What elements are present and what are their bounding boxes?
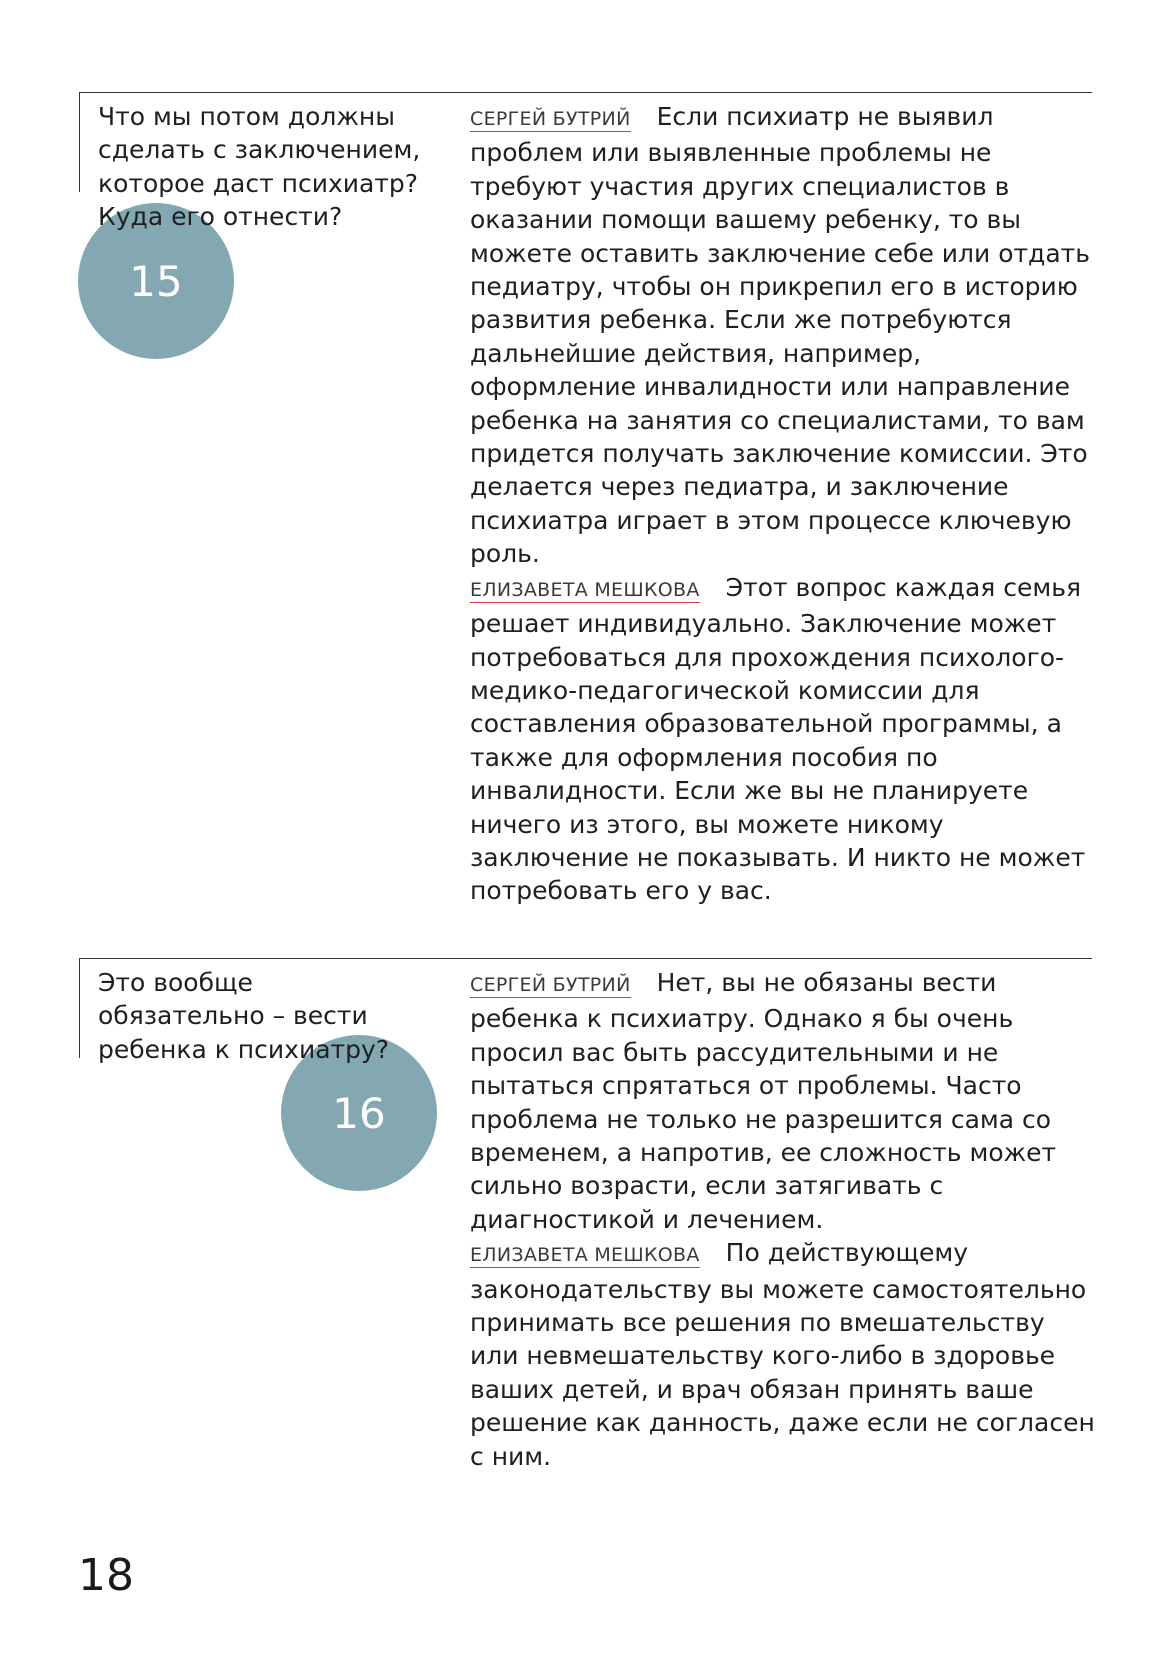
question-text-16: Это вообще обязательно – вести ребенка к психиатру? xyxy=(98,968,390,1064)
answer-text: Если психиатр не выявил проблем или выявленные проблемы не требуют участия других специалистов в оказании помощи вашему ребенку, то вы можете оставить заключение себе или отдать педиатру, чтобы он прикрепил его в историю развития ребенка. Если же потребуются дальнейшие действия, например, оформление инвалидности или направление ребенка на занятия со специалистами, то вам придется получать заключение комиссии. Это делается через педиатра, и заключение психиатра играет в этом процессе ключевую роль. xyxy=(470,102,1090,569)
author-name: СЕРГЕЙ БУТРИЙ xyxy=(470,108,631,130)
answers-16 xyxy=(470,966,1095,1473)
answer-text: По действующему законодательству вы можете самостоятельно принимать все решения по вмешательству или невмешательству кого-либо в здоровье ваших детей, и врач обязан принять ваше решение как данность, даже если не согласен с ним. xyxy=(470,1238,1095,1471)
answer-paragraph xyxy=(470,571,1095,908)
answer-paragraph xyxy=(470,966,1095,1236)
author-name: ЕЛИЗАВЕТА МЕШКОВА xyxy=(470,578,700,601)
answer-paragraph xyxy=(470,1236,1095,1473)
answer-text: Нет, вы не обязаны вести ребенка к психиатру. Однако я бы очень просил вас быть рассудительными и не пытаться спрятаться от проблемы. Часто проблема не только не разрешится сама со временем, а напротив, ее сложность может сильно возрасти, если затягивать с диагностикой и лечением. xyxy=(470,968,1057,1234)
question-bracket-16 xyxy=(79,958,80,1058)
author-name: СЕРГЕЙ БУТРИЙ xyxy=(470,974,631,996)
page-number: 18 xyxy=(78,1550,134,1601)
question-number-15: 15 xyxy=(129,256,183,306)
question-bracket-15 xyxy=(79,92,80,192)
answer-text: Этот вопрос каждая семья решает индивидуально. Заключение может потребоваться для прохождения психолого-медико-педагогической комиссии для составления образовательной программы, а также для оформления пособия по инвалидности. Если же вы не планируете ничего из этого, вы можете никому заключение не показывать. И никто не может потребовать его у вас. xyxy=(470,572,1086,906)
answers-15 xyxy=(470,100,1095,908)
question-text-15: Что мы потом должны сделать с заключением, которое даст психиатр? Куда его отнести? xyxy=(98,102,421,231)
answer-paragraph xyxy=(470,100,1095,571)
section-divider-15 xyxy=(79,92,1092,93)
author-name: ЕЛИЗАВЕТА МЕШКОВА xyxy=(470,1244,700,1267)
question-number-16: 16 xyxy=(332,1088,386,1138)
section-divider-16 xyxy=(79,958,1092,959)
